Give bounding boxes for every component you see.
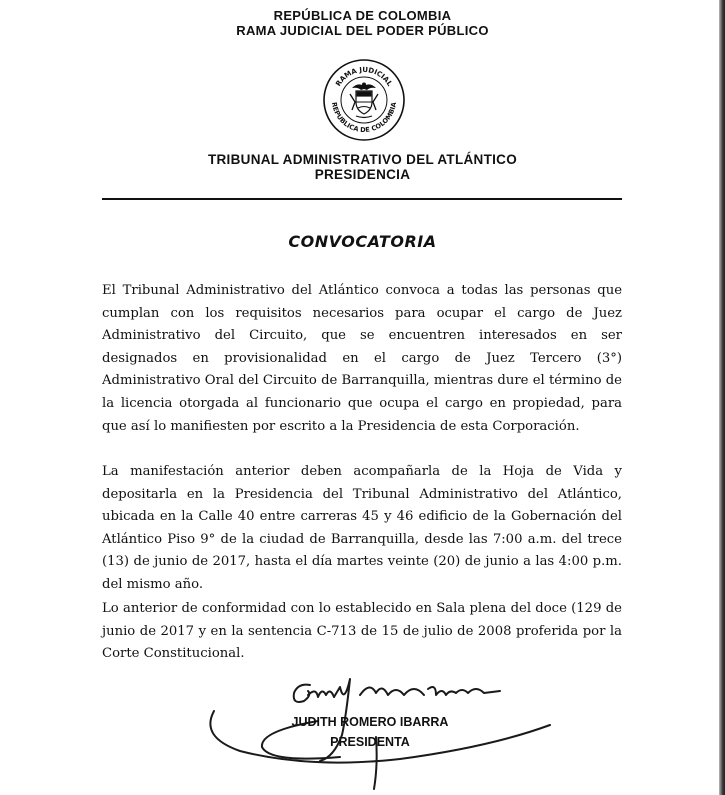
tribunal-office: PRESIDENCIA: [314, 167, 411, 182]
svg-text:REPUBLICA DE COLOMBIA: REPUBLICA DE COLOMBIA: [330, 101, 398, 135]
header-divider: [102, 198, 622, 200]
body-paragraph-3: Lo anterior de conformidad con lo establecido en Sala plena del doce (129 de junio de 2017 y en la sentencia C-713 de 15 de julio de 2008 proferida por la Corte Constitucional.: [102, 601, 622, 662]
tribunal-name: TRIBUNAL ADMINISTRATIVO DEL ATLÁNTICO: [207, 152, 518, 167]
coat-of-arms-seal-icon: [322, 58, 406, 142]
handwritten-signature: [200, 665, 725, 795]
document-title: CONVOCATORIA: [288, 232, 437, 251]
header-republic: REPÚBLICA DE COLOMBIA: [273, 8, 452, 23]
signatory-title: PRESIDENTA: [330, 735, 410, 749]
header-branch: RAMA JUDICIAL DEL PODER PÚBLICO: [236, 23, 489, 38]
signatory-name: JUDITH ROMERO IBARRA: [291, 715, 449, 729]
signatory-block: [280, 712, 460, 752]
svg-text:RAMA JUDICIAL: RAMA JUDICIAL: [334, 65, 394, 88]
body-paragraph-2: La manifestación anterior deben acompañarla de la Hoja de Vida y depositarla en la Presidencia del Tribunal Administrativo del Atlántico, ubicada en la Calle 40 entre carreras 45 y 46 edificio de la Gobernación del Atlántico Piso 9° de la ciudad de Barranquilla, desde las 7:00 a.m. del trece (13) de junio de 2017, hasta el día martes veinte (20) de junio a las 4:00 p.m. del mismo año.: [102, 464, 622, 592]
body-paragraph-1: El Tribunal Administrativo del Atlántico convoca a todas las personas que cumplan con los requisitos necesarios para ocupar el cargo de Juez Administrativo del Circuito, que se encuentren interesados en ser designados en provisionalidad en el cargo de Juez Tercero (3°) Administrativo Oral del Circuito de Barranquilla, mientras dure el término de la licencia otorgada al funcionario que ocupa el cargo en propiedad, para que así lo manifiesten por escrito a la Presidencia de esta Corporación.: [102, 283, 622, 434]
